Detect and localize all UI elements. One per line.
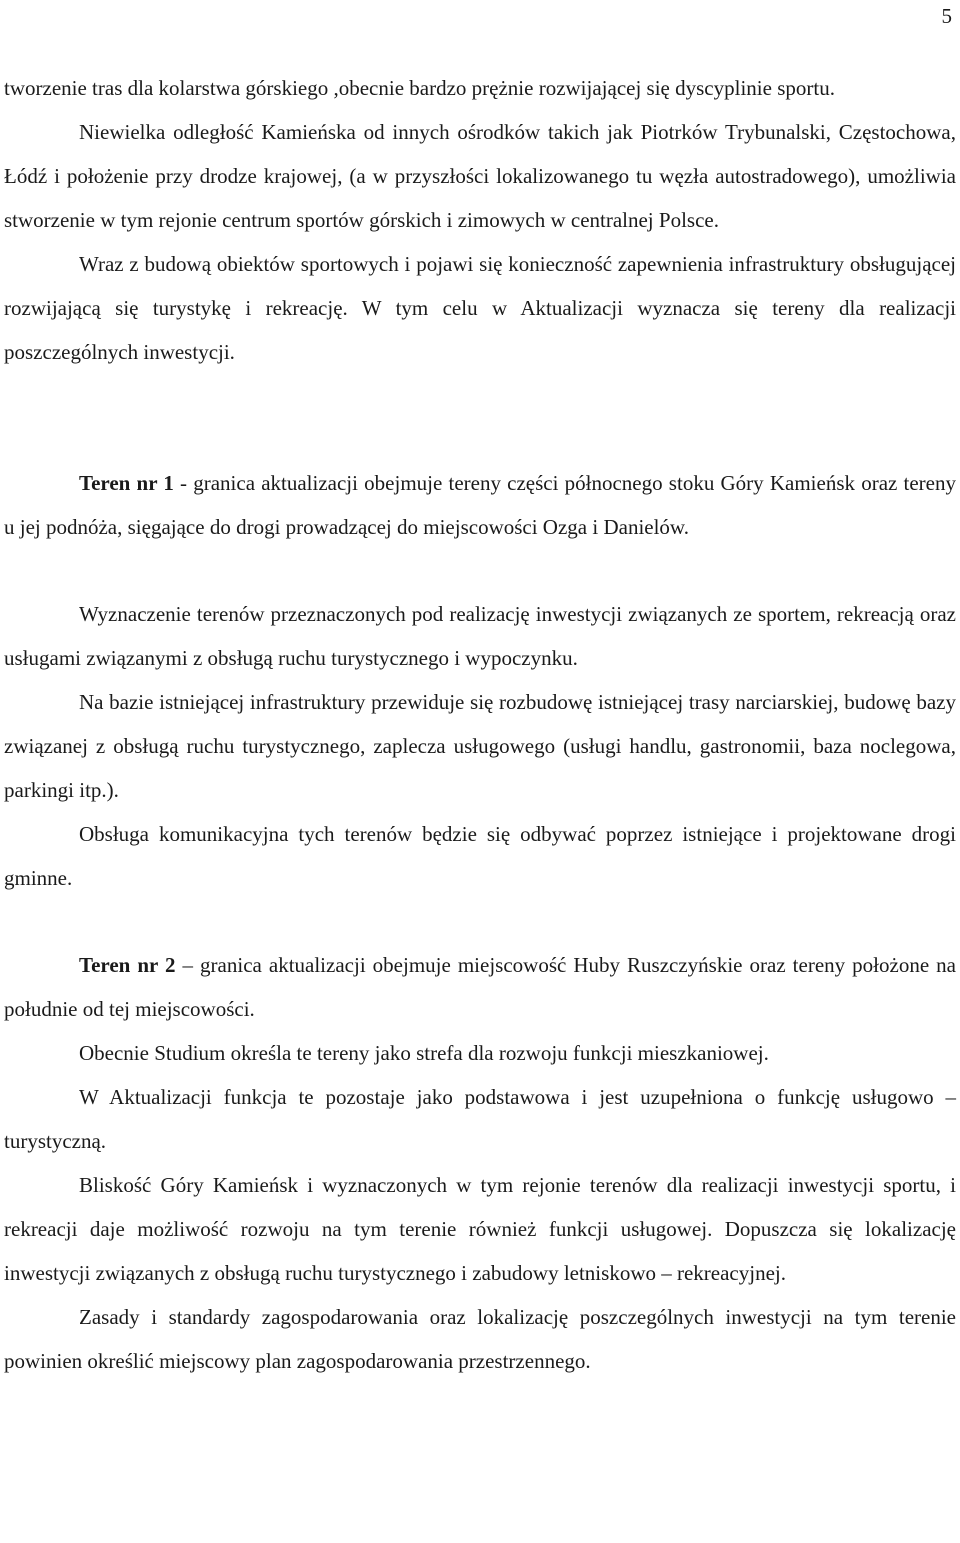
paragraph-9: Obecnie Studium określa te tereny jako strefa dla rozwoju funkcji mieszkaniowej.	[79, 1041, 769, 1065]
paragraph-teren-1	[4, 461, 956, 549]
page-number: 5	[941, 4, 952, 28]
teren-2-text: – granica aktualizacji obejmuje miejscowość Huby Ruszczyńskie oraz tereny położone na południe od tej miejscowości.	[4, 953, 956, 1021]
paragraph-5: Wyznaczenie terenów przeznaczonych pod realizację inwestycji związanych ze sportem, rekreacją oraz usługami związanymi z obsługą ruchu turystycznego i wypoczynku.	[4, 602, 956, 670]
paragraph-3: Wraz z budową obiektów sportowych i pojawi się konieczność zapewnienia infrastruktury obsługującej rozwijającą się turystykę i rekreację. W tym celu w Aktualizacji wyznacza się tereny dla realizacji poszczególnych inwestycji.	[4, 252, 956, 364]
paragraph-teren-2	[4, 943, 956, 1031]
document-body	[4, 66, 956, 1383]
paragraph-2: Niewielka odległość Kamieńska od innych ośrodków takich jak Piotrków Trybunalski, Częstochowa, Łódź i położenie przy drodze krajowej, (a w przyszłości lokalizowanego tu węzła autostradowego), umożliwia stworzenie w tym rejonie centrum sportów górskich i zimowych w centralnej Polsce.	[4, 120, 956, 232]
teren-1-heading: Teren nr 1	[79, 471, 174, 495]
paragraph-11: Bliskość Góry Kamieńsk i wyznaczonych w tym rejonie terenów dla realizacji inwestycji sportu, i rekreacji daje możliwość rozwoju na tym terenie również funkcji usługowej. Dopuszcza się lokalizację inwestycji związanych z obsługą ruchu turystycznego i zabudowy letniskowo – rekreacyjnej.	[4, 1173, 956, 1285]
paragraph-7: Obsługa komunikacyjna tych terenów będzie się odbywać poprzez istniejące i projektowane drogi gminne.	[4, 822, 956, 890]
paragraph-1: tworzenie tras dla kolarstwa górskiego ,obecnie bardzo prężnie rozwijającej się dyscyplinie sportu.	[4, 76, 835, 100]
paragraph-12: Zasady i standardy zagospodarowania oraz lokalizację poszczególnych inwestycji na tym terenie powinien określić miejscowy plan zagospodarowania przestrzennego.	[4, 1305, 956, 1373]
teren-1-text: - granica aktualizacji obejmuje tereny części północnego stoku Góry Kamieńsk oraz tereny u jej podnóża, sięgające do drogi prowadzącej do miejscowości Ozga i Danielów.	[4, 471, 956, 539]
paragraph-6: Na bazie istniejącej infrastruktury przewiduje się rozbudowę istniejącej trasy narciarskiej, budowę bazy związanej z obsługą ruchu turystycznego, zaplecza usługowego (usługi handlu, gastronomii, baza noclegowa, parkingi itp.).	[4, 690, 956, 802]
paragraph-10: W Aktualizacji funkcja te pozostaje jako podstawowa i jest uzupełniona o funkcję usługowo – turystyczną.	[4, 1085, 956, 1153]
teren-2-heading: Teren nr 2	[79, 953, 176, 977]
